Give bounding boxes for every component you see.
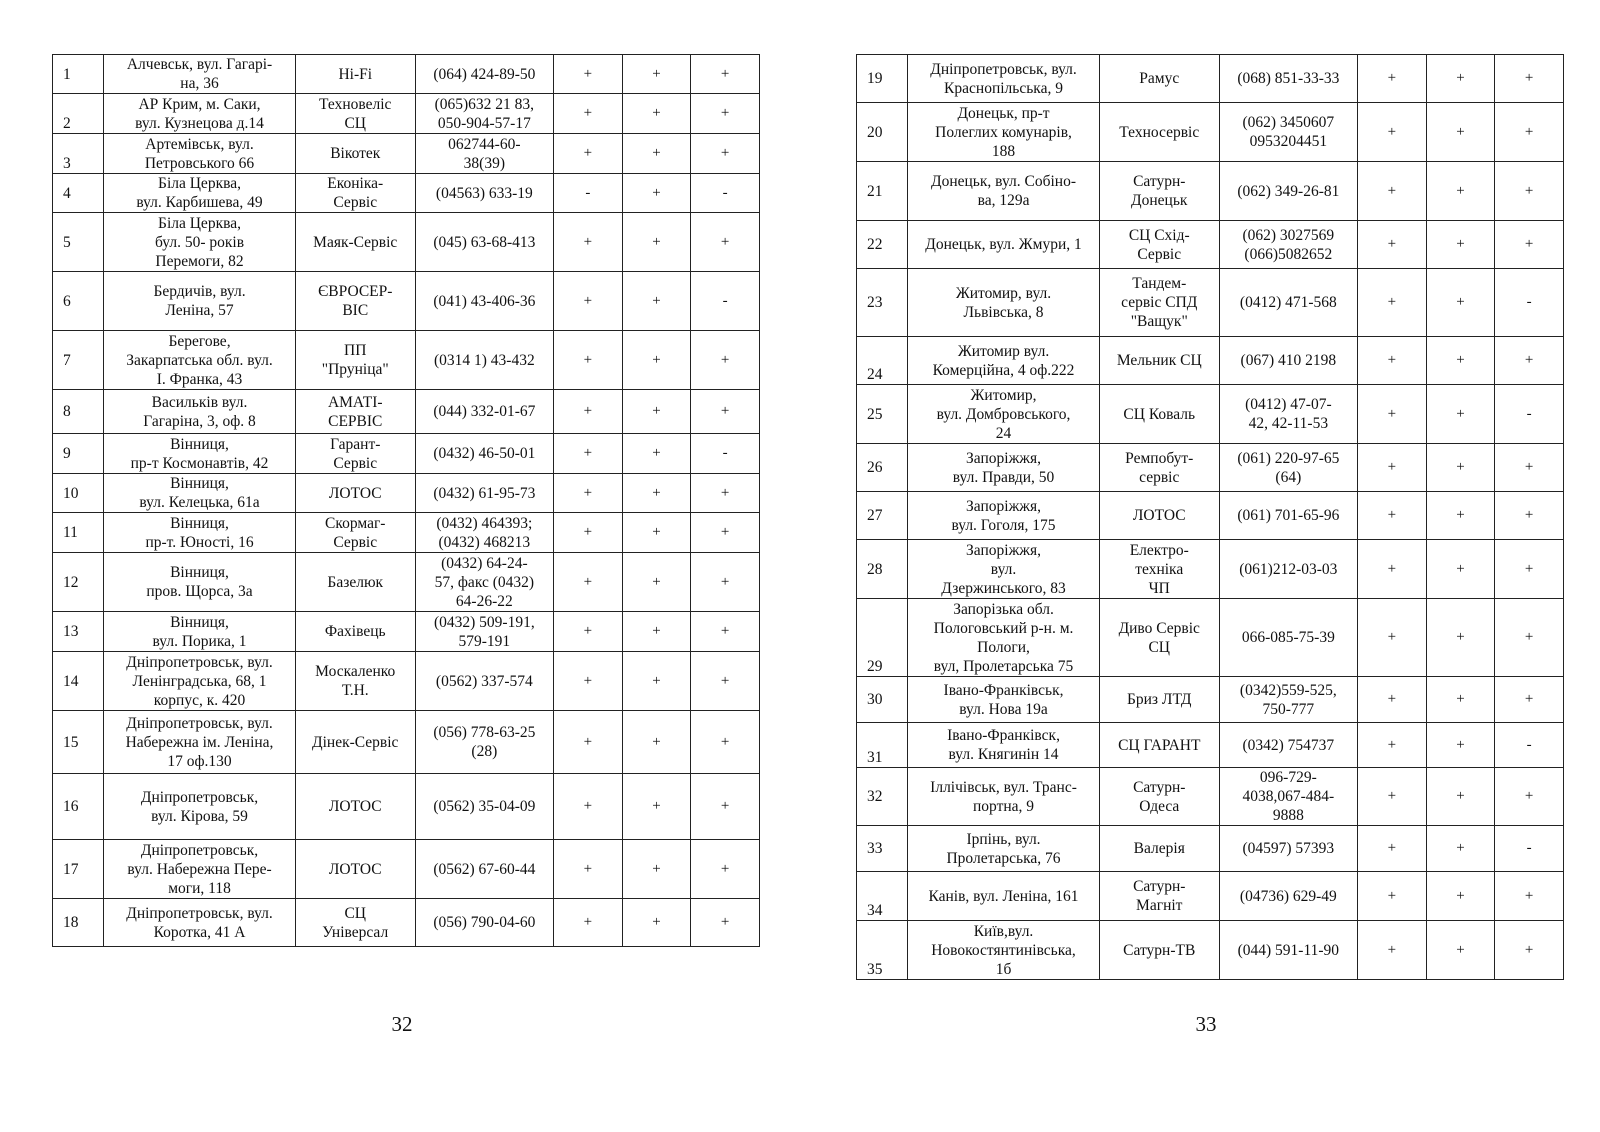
mark-cell-2: + bbox=[1426, 55, 1495, 103]
service-name-cell: АМАТІ- СЕРВІС bbox=[295, 390, 415, 434]
row-number: 13 bbox=[53, 612, 104, 652]
mark-cell-1: + bbox=[554, 55, 623, 94]
mark-cell-3: + bbox=[1495, 162, 1564, 221]
address-cell: Запорізька обл. Пологовський р-н. м. Пологи, вул, Пролетарська 75 bbox=[908, 599, 1100, 677]
service-name-cell: ЛОТОС bbox=[295, 774, 415, 840]
address-cell: Алчевськ, вул. Гагарі- на, 36 bbox=[104, 55, 296, 94]
service-name-cell: Сатурн- Донецьк bbox=[1099, 162, 1219, 221]
mark-cell-3: - bbox=[1495, 826, 1564, 872]
address-cell: Біла Церква, бул. 50- років Перемоги, 82 bbox=[104, 213, 296, 272]
phone-cell: (062) 3450607 0953204451 bbox=[1219, 103, 1357, 162]
table-row bbox=[53, 474, 760, 513]
phone-cell: (044) 332-01-67 bbox=[415, 390, 553, 434]
mark-cell-3: + bbox=[1495, 444, 1564, 492]
service-name-cell: Техносервіс bbox=[1099, 103, 1219, 162]
phone-cell: (0412) 471-568 bbox=[1219, 269, 1357, 337]
address-cell: Дніпропетровськ, вул. Коротка, 41 А bbox=[104, 899, 296, 947]
address-cell: Житомир, вул. Домбровського, 24 bbox=[908, 385, 1100, 444]
address-cell: Запоріжжя, вул. Правди, 50 bbox=[908, 444, 1100, 492]
table-row bbox=[857, 162, 1564, 221]
mark-cell-1: + bbox=[554, 652, 623, 711]
phone-cell: (056) 790-04-60 bbox=[415, 899, 553, 947]
mark-cell-2: + bbox=[1426, 385, 1495, 444]
row-number: 32 bbox=[857, 768, 908, 826]
service-name-cell: Hi-Fi bbox=[295, 55, 415, 94]
mark-cell-2: + bbox=[622, 711, 691, 774]
mark-cell-2: + bbox=[622, 213, 691, 272]
address-cell: Вінниця, пр-т. Юності, 16 bbox=[104, 513, 296, 553]
mark-cell-2: + bbox=[1426, 337, 1495, 385]
service-name-cell: СЦ ГАРАНТ bbox=[1099, 723, 1219, 768]
mark-cell-1: + bbox=[554, 331, 623, 390]
row-number: 18 bbox=[53, 899, 104, 947]
table-row bbox=[53, 899, 760, 947]
mark-cell-3: + bbox=[1495, 103, 1564, 162]
table-row bbox=[53, 272, 760, 331]
phone-cell: (0432) 64-24- 57, факс (0432) 64-26-22 bbox=[415, 553, 553, 612]
address-cell: Дніпропетровськ, вул. Набережна Пере- моги, 118 bbox=[104, 840, 296, 899]
phone-cell: (067) 410 2198 bbox=[1219, 337, 1357, 385]
row-number: 34 bbox=[857, 872, 908, 921]
address-cell: Запоріжжя, вул. Гоголя, 175 bbox=[908, 492, 1100, 540]
service-name-cell: Диво Сервіс СЦ bbox=[1099, 599, 1219, 677]
address-cell: АР Крим, м. Саки, вул. Кузнецова д.14 bbox=[104, 94, 296, 134]
mark-cell-2: + bbox=[1426, 677, 1495, 723]
row-number: 27 bbox=[857, 492, 908, 540]
service-name-cell: Ремпобут- сервіс bbox=[1099, 444, 1219, 492]
address-cell: Івано-Франківськ, вул. Нова 19а bbox=[908, 677, 1100, 723]
phone-cell: (065)632 21 83, 050-904-57-17 bbox=[415, 94, 553, 134]
phone-cell: (061) 220-97-65 (64) bbox=[1219, 444, 1357, 492]
phone-cell: (056) 778-63-25 (28) bbox=[415, 711, 553, 774]
service-name-cell: Фахівець bbox=[295, 612, 415, 652]
phone-cell: 066-085-75-39 bbox=[1219, 599, 1357, 677]
phone-cell: (061)212-03-03 bbox=[1219, 540, 1357, 599]
mark-cell-2: + bbox=[622, 272, 691, 331]
mark-cell-1: + bbox=[1358, 768, 1427, 826]
mark-cell-2: + bbox=[1426, 492, 1495, 540]
mark-cell-3: + bbox=[1495, 921, 1564, 980]
mark-cell-1: - bbox=[554, 174, 623, 213]
page-number-left: 32 bbox=[391, 1012, 413, 1036]
row-number: 23 bbox=[857, 269, 908, 337]
mark-cell-3: + bbox=[691, 513, 760, 553]
mark-cell-2: + bbox=[622, 899, 691, 947]
mark-cell-3: + bbox=[1495, 872, 1564, 921]
row-number: 25 bbox=[857, 385, 908, 444]
service-name-cell: Сатурн-ТВ bbox=[1099, 921, 1219, 980]
mark-cell-2: + bbox=[622, 134, 691, 174]
row-number: 7 bbox=[53, 331, 104, 390]
mark-cell-2: + bbox=[1426, 269, 1495, 337]
address-cell: Івано-Франківск, вул. Княгинін 14 bbox=[908, 723, 1100, 768]
row-number: 3 bbox=[53, 134, 104, 174]
mark-cell-1: + bbox=[1358, 221, 1427, 269]
mark-cell-1: + bbox=[1358, 723, 1427, 768]
phone-cell: (061) 701-65-96 bbox=[1219, 492, 1357, 540]
phone-cell: (064) 424-89-50 bbox=[415, 55, 553, 94]
row-number: 28 bbox=[857, 540, 908, 599]
address-cell: Іллічівськ, вул. Транс- портна, 9 bbox=[908, 768, 1100, 826]
address-cell: Бердичів, вул. Леніна, 57 bbox=[104, 272, 296, 331]
table-row bbox=[53, 434, 760, 474]
phone-cell: (04563) 633-19 bbox=[415, 174, 553, 213]
mark-cell-1: + bbox=[1358, 385, 1427, 444]
mark-cell-3: - bbox=[1495, 385, 1564, 444]
table-row bbox=[857, 269, 1564, 337]
mark-cell-1: + bbox=[554, 711, 623, 774]
mark-cell-2: + bbox=[622, 390, 691, 434]
service-name-cell: ПП "Пруніца" bbox=[295, 331, 415, 390]
mark-cell-2: + bbox=[622, 774, 691, 840]
mark-cell-1: + bbox=[1358, 162, 1427, 221]
address-cell: Дніпропетровськ, вул. Набережна ім. Леніна, 17 оф.130 bbox=[104, 711, 296, 774]
mark-cell-3: + bbox=[1495, 768, 1564, 826]
mark-cell-1: + bbox=[554, 899, 623, 947]
mark-cell-3: - bbox=[1495, 723, 1564, 768]
table-row bbox=[53, 174, 760, 213]
table-row bbox=[53, 774, 760, 840]
service-name-cell: Тандем- сервіс СПД "Ващук" bbox=[1099, 269, 1219, 337]
phone-cell: 096-729- 4038,067-484- 9888 bbox=[1219, 768, 1357, 826]
service-name-cell: Техновеліс СЦ bbox=[295, 94, 415, 134]
table-row bbox=[53, 652, 760, 711]
table-row bbox=[857, 826, 1564, 872]
table-row bbox=[53, 390, 760, 434]
mark-cell-1: + bbox=[1358, 872, 1427, 921]
table-row bbox=[857, 723, 1564, 768]
row-number: 14 bbox=[53, 652, 104, 711]
mark-cell-1: + bbox=[554, 434, 623, 474]
table-row bbox=[857, 599, 1564, 677]
mark-cell-3: - bbox=[691, 434, 760, 474]
row-number: 16 bbox=[53, 774, 104, 840]
phone-cell: (0342) 754737 bbox=[1219, 723, 1357, 768]
address-cell: Житомир, вул. Львівська, 8 bbox=[908, 269, 1100, 337]
row-number: 35 bbox=[857, 921, 908, 980]
address-cell: Вінниця, вул. Келецька, 61а bbox=[104, 474, 296, 513]
service-centers-table-left bbox=[52, 54, 760, 947]
address-cell: Дніпропетровськ, вул. Ленінградська, 68, 1 корпус, к. 420 bbox=[104, 652, 296, 711]
table-row bbox=[857, 540, 1564, 599]
table-row bbox=[53, 55, 760, 94]
table-row bbox=[53, 553, 760, 612]
phone-cell: (0314 1) 43-432 bbox=[415, 331, 553, 390]
table-row bbox=[857, 55, 1564, 103]
phone-cell: 062744-60- 38(39) bbox=[415, 134, 553, 174]
phone-cell: (0562) 35-04-09 bbox=[415, 774, 553, 840]
mark-cell-2: + bbox=[1426, 162, 1495, 221]
mark-cell-2: + bbox=[622, 652, 691, 711]
row-number: 1 bbox=[53, 55, 104, 94]
service-name-cell: Мельник СЦ bbox=[1099, 337, 1219, 385]
service-name-cell: Вікотек bbox=[295, 134, 415, 174]
mark-cell-2: + bbox=[1426, 872, 1495, 921]
mark-cell-1: + bbox=[554, 774, 623, 840]
row-number: 26 bbox=[857, 444, 908, 492]
service-name-cell: Електро- техніка ЧП bbox=[1099, 540, 1219, 599]
service-name-cell: Рамус bbox=[1099, 55, 1219, 103]
mark-cell-2: + bbox=[1426, 768, 1495, 826]
service-name-cell: Бриз ЛТД bbox=[1099, 677, 1219, 723]
address-cell: Берегове, Закарпатська обл. вул. І. Франка, 43 bbox=[104, 331, 296, 390]
mark-cell-1: + bbox=[554, 513, 623, 553]
phone-cell: (04597) 57393 bbox=[1219, 826, 1357, 872]
table-row bbox=[857, 221, 1564, 269]
row-number: 4 bbox=[53, 174, 104, 213]
table-row bbox=[53, 711, 760, 774]
mark-cell-2: + bbox=[622, 331, 691, 390]
mark-cell-1: + bbox=[1358, 337, 1427, 385]
mark-cell-3: + bbox=[691, 134, 760, 174]
service-name-cell: Сатурн- Магніт bbox=[1099, 872, 1219, 921]
mark-cell-2: + bbox=[622, 174, 691, 213]
service-name-cell: Сатурн- Одеса bbox=[1099, 768, 1219, 826]
mark-cell-1: + bbox=[554, 474, 623, 513]
service-name-cell: Скормаг- Сервіс bbox=[295, 513, 415, 553]
phone-cell: (0342)559-525, 750-777 bbox=[1219, 677, 1357, 723]
mark-cell-2: + bbox=[1426, 921, 1495, 980]
address-cell: Житомир вул. Комерційна, 4 оф.222 bbox=[908, 337, 1100, 385]
row-number: 20 bbox=[857, 103, 908, 162]
service-name-cell: Валерія bbox=[1099, 826, 1219, 872]
address-cell: Вінниця, пр-т Космонавтів, 42 bbox=[104, 434, 296, 474]
service-name-cell: Москаленко Т.Н. bbox=[295, 652, 415, 711]
mark-cell-2: + bbox=[622, 553, 691, 612]
phone-cell: (045) 63-68-413 bbox=[415, 213, 553, 272]
table-row bbox=[53, 331, 760, 390]
mark-cell-2: + bbox=[1426, 540, 1495, 599]
mark-cell-1: + bbox=[1358, 599, 1427, 677]
mark-cell-3: + bbox=[1495, 540, 1564, 599]
table-row bbox=[857, 492, 1564, 540]
table-row bbox=[53, 612, 760, 652]
mark-cell-1: + bbox=[554, 390, 623, 434]
mark-cell-3: + bbox=[1495, 492, 1564, 540]
mark-cell-1: + bbox=[1358, 103, 1427, 162]
address-cell: Київ,вул. Новокостянтинівська, 1б bbox=[908, 921, 1100, 980]
mark-cell-3: + bbox=[691, 840, 760, 899]
mark-cell-1: + bbox=[1358, 921, 1427, 980]
mark-cell-3: + bbox=[691, 94, 760, 134]
mark-cell-2: + bbox=[1426, 221, 1495, 269]
phone-cell: (0432) 61-95-73 bbox=[415, 474, 553, 513]
mark-cell-1: + bbox=[1358, 540, 1427, 599]
row-number: 22 bbox=[857, 221, 908, 269]
mark-cell-2: + bbox=[1426, 723, 1495, 768]
row-number: 33 bbox=[857, 826, 908, 872]
table-row bbox=[53, 840, 760, 899]
mark-cell-1: + bbox=[1358, 269, 1427, 337]
phone-cell: (04736) 629-49 bbox=[1219, 872, 1357, 921]
mark-cell-3: - bbox=[1495, 269, 1564, 337]
address-cell: Донецьк, пр-т Полеглих комунарів, 188 bbox=[908, 103, 1100, 162]
mark-cell-3: + bbox=[691, 331, 760, 390]
service-name-cell: Дінек-Сервіс bbox=[295, 711, 415, 774]
service-name-cell: СЦ Універсал bbox=[295, 899, 415, 947]
service-name-cell: СЦ Схід- Сервіс bbox=[1099, 221, 1219, 269]
mark-cell-3: + bbox=[691, 652, 760, 711]
table-row bbox=[857, 385, 1564, 444]
mark-cell-1: + bbox=[554, 840, 623, 899]
row-number: 15 bbox=[53, 711, 104, 774]
phone-cell: (0432) 46-50-01 bbox=[415, 434, 553, 474]
address-cell: Дніпропетровськ, вул. Кірова, 59 bbox=[104, 774, 296, 840]
table-row bbox=[53, 134, 760, 174]
mark-cell-3: - bbox=[691, 174, 760, 213]
mark-cell-2: + bbox=[1426, 103, 1495, 162]
address-cell: Донецьк, вул. Жмури, 1 bbox=[908, 221, 1100, 269]
service-name-cell: ЛОТОС bbox=[1099, 492, 1219, 540]
mark-cell-3: + bbox=[691, 213, 760, 272]
table-row bbox=[857, 768, 1564, 826]
table-row bbox=[857, 872, 1564, 921]
page-number-right: 33 bbox=[1195, 1012, 1217, 1036]
table-row bbox=[53, 513, 760, 553]
address-cell: Вінниця, вул. Порика, 1 bbox=[104, 612, 296, 652]
mark-cell-2: + bbox=[622, 612, 691, 652]
mark-cell-1: + bbox=[1358, 444, 1427, 492]
mark-cell-3: + bbox=[691, 553, 760, 612]
phone-cell: (068) 851-33-33 bbox=[1219, 55, 1357, 103]
phone-cell: (0562) 337-574 bbox=[415, 652, 553, 711]
address-cell: Ірпінь, вул. Пролетарська, 76 bbox=[908, 826, 1100, 872]
mark-cell-2: + bbox=[1426, 826, 1495, 872]
address-cell: Васильків вул. Гагаріна, 3, оф. 8 bbox=[104, 390, 296, 434]
mark-cell-3: + bbox=[691, 390, 760, 434]
mark-cell-2: + bbox=[1426, 444, 1495, 492]
mark-cell-1: + bbox=[554, 213, 623, 272]
address-cell: Вінниця, пров. Щорса, 3а bbox=[104, 553, 296, 612]
mark-cell-2: + bbox=[622, 840, 691, 899]
mark-cell-1: + bbox=[554, 134, 623, 174]
service-centers-table-right bbox=[856, 54, 1564, 980]
table-row bbox=[857, 677, 1564, 723]
mark-cell-2: + bbox=[622, 55, 691, 94]
mark-cell-3: + bbox=[691, 899, 760, 947]
service-name-cell: Еконіка- Сервіс bbox=[295, 174, 415, 213]
mark-cell-3: + bbox=[691, 711, 760, 774]
mark-cell-3: + bbox=[1495, 55, 1564, 103]
table-row bbox=[857, 103, 1564, 162]
phone-cell: (062) 3027569 (066)5082652 bbox=[1219, 221, 1357, 269]
mark-cell-1: + bbox=[554, 272, 623, 331]
mark-cell-1: + bbox=[554, 553, 623, 612]
row-number: 6 bbox=[53, 272, 104, 331]
service-name-cell: Маяк-Сервіс bbox=[295, 213, 415, 272]
mark-cell-3: + bbox=[691, 774, 760, 840]
address-cell: Біла Церква, вул. Карбишева, 49 bbox=[104, 174, 296, 213]
service-name-cell: СЦ Коваль bbox=[1099, 385, 1219, 444]
mark-cell-3: + bbox=[691, 55, 760, 94]
service-name-cell: ЄВРОСЕР- ВІС bbox=[295, 272, 415, 331]
service-name-cell: Базелюк bbox=[295, 553, 415, 612]
phone-cell: (062) 349-26-81 bbox=[1219, 162, 1357, 221]
row-number: 21 bbox=[857, 162, 908, 221]
table-row bbox=[53, 94, 760, 134]
row-number: 2 bbox=[53, 94, 104, 134]
mark-cell-3: + bbox=[1495, 337, 1564, 385]
address-cell: Запоріжжя, вул. Дзержинського, 83 bbox=[908, 540, 1100, 599]
phone-cell: (0432) 464393; (0432) 468213 bbox=[415, 513, 553, 553]
table-row bbox=[53, 213, 760, 272]
row-number: 11 bbox=[53, 513, 104, 553]
row-number: 19 bbox=[857, 55, 908, 103]
mark-cell-2: + bbox=[1426, 599, 1495, 677]
address-cell: Донецьк, вул. Собіно- ва, 129а bbox=[908, 162, 1100, 221]
mark-cell-1: + bbox=[1358, 492, 1427, 540]
address-cell: Дніпропетровськ, вул. Краснопільська, 9 bbox=[908, 55, 1100, 103]
phone-cell: (0432) 509-191, 579-191 bbox=[415, 612, 553, 652]
address-cell: Канів, вул. Леніна, 161 bbox=[908, 872, 1100, 921]
row-number: 8 bbox=[53, 390, 104, 434]
mark-cell-3: + bbox=[1495, 677, 1564, 723]
service-name-cell: Гарант- Сервіс bbox=[295, 434, 415, 474]
row-number: 12 bbox=[53, 553, 104, 612]
mark-cell-1: + bbox=[1358, 826, 1427, 872]
mark-cell-1: + bbox=[554, 94, 623, 134]
row-number: 10 bbox=[53, 474, 104, 513]
phone-cell: (041) 43-406-36 bbox=[415, 272, 553, 331]
row-number: 5 bbox=[53, 213, 104, 272]
phone-cell: (0562) 67-60-44 bbox=[415, 840, 553, 899]
mark-cell-1: + bbox=[1358, 677, 1427, 723]
mark-cell-1: + bbox=[554, 612, 623, 652]
row-number: 31 bbox=[857, 723, 908, 768]
mark-cell-3: + bbox=[1495, 599, 1564, 677]
row-number: 24 bbox=[857, 337, 908, 385]
table-row bbox=[857, 921, 1564, 980]
mark-cell-2: + bbox=[622, 434, 691, 474]
mark-cell-3: - bbox=[691, 272, 760, 331]
left-page bbox=[52, 54, 760, 947]
mark-cell-3: + bbox=[1495, 221, 1564, 269]
row-number: 9 bbox=[53, 434, 104, 474]
right-page bbox=[856, 54, 1564, 980]
mark-cell-3: + bbox=[691, 612, 760, 652]
address-cell: Артемівськ, вул. Петровського 66 bbox=[104, 134, 296, 174]
mark-cell-2: + bbox=[622, 474, 691, 513]
row-number: 29 bbox=[857, 599, 908, 677]
service-name-cell: ЛОТОС bbox=[295, 474, 415, 513]
table-row bbox=[857, 444, 1564, 492]
row-number: 17 bbox=[53, 840, 104, 899]
service-name-cell: ЛОТОС bbox=[295, 840, 415, 899]
mark-cell-2: + bbox=[622, 94, 691, 134]
mark-cell-2: + bbox=[622, 513, 691, 553]
mark-cell-3: + bbox=[691, 474, 760, 513]
row-number: 30 bbox=[857, 677, 908, 723]
table-row bbox=[857, 337, 1564, 385]
phone-cell: (044) 591-11-90 bbox=[1219, 921, 1357, 980]
mark-cell-1: + bbox=[1358, 55, 1427, 103]
phone-cell: (0412) 47-07- 42, 42-11-53 bbox=[1219, 385, 1357, 444]
